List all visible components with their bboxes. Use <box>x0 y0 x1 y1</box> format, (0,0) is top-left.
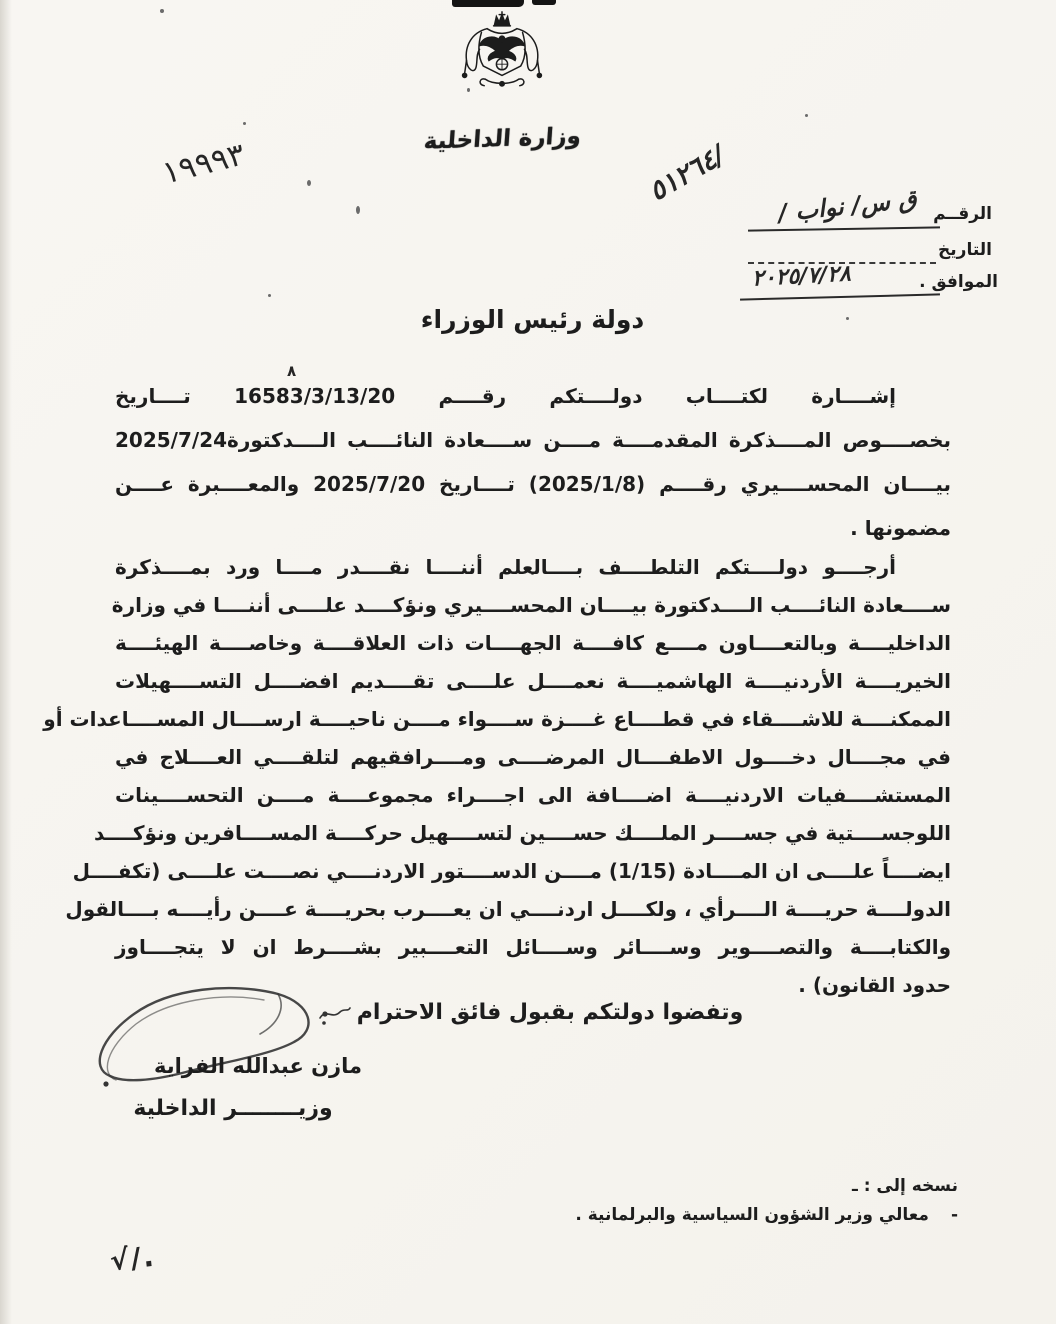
copy-to-item <box>575 1205 958 1225</box>
handwritten-eight-mark: ٨ <box>287 362 297 380</box>
body-line: أرجــــو دولــــتكم التلطــــف بــــالعلم أننــــا نقــــدر مــــا ورد بمــــذكرة <box>115 555 896 579</box>
copy-to-item-text: معالي وزير الشؤون السياسية والبرلمانية . <box>575 1205 929 1225</box>
body-line-text: بخصــــوص المــــذكرة المقدمــــة مــــن ســــعادة النائــــب الــــدكتورة <box>227 428 951 452</box>
ministry-of-interior-calligraphy: وزارة الداخلية <box>423 123 582 155</box>
scan-speck <box>307 180 311 186</box>
body-line: المستشــــفيات الاردنيــــة اضــــافة الى اجــــراء مجموعــــة مــــن التحســــينات <box>115 783 951 807</box>
cut-off-top-fragment <box>452 0 524 7</box>
dash-bullet: - <box>950 1205 958 1225</box>
body-line: اللوجســــتية في جســــر الملــــك حســــين لتســــهيل حركــــة المســــافرين ونؤكــــد <box>94 821 951 845</box>
ref-number-label: الرقــم <box>933 204 992 224</box>
body-line: ســــعادة النائــــب الــــدكتورة بيــــان المحســــيري ونؤكــــد علــــى أننــــا في وزارة <box>111 593 951 617</box>
body-line: ايضــــاً علــــى ان المــــادة (1/15) مــــن الدســــتور الاردنــــي نصــــت علــــى (تكفــــل <box>72 859 951 883</box>
scan-speck <box>356 206 360 214</box>
copy-to-block <box>575 1176 958 1225</box>
body-line: الخيريــــة الأردنيــــة الهاشميــــة نعمــــل علــــى تقــــديم افضــــل التســــهيلات <box>115 669 951 693</box>
body-line: الدولــــة حريــــة الــــرأي ، ولكــــل اردنــــي ان يعــــرب بحريــــة عــــن رأيــــه بــــالقول <box>65 897 951 921</box>
ref-number-underline <box>748 226 940 231</box>
body-line: بيــــان المحســــيري رقــــم (2025/1/8) تــــاريخ 2025/7/20 والمعــــبرة عــــن <box>115 472 952 496</box>
scan-speck <box>805 114 808 117</box>
body-line: والكتابــــة والتصــــوير وســــائر وســــائل التعــــبير بشــــرط ان لا يتجــــاوز <box>115 935 951 959</box>
ref-number-handwritten-value: ق س/ نواب / <box>776 184 918 228</box>
signatory-name: مازن عبدالله الفراية <box>153 1054 363 1078</box>
closing-salutation: وتفضوا دولتكم بقبول فائق الاحترام <box>356 1000 744 1025</box>
scan-speck <box>160 9 164 13</box>
wrapped-date: 2025/7/24 <box>115 428 228 452</box>
body-line: الداخليــــة وبالتعــــاون مــــع كافــــة الجهــــات ذات العلاقــــة وخاصــــة الهيئــــة <box>115 631 951 655</box>
body-line <box>115 418 951 462</box>
signatory-title: وزيــــــــر الداخلية <box>133 1096 333 1121</box>
body-line: الممكنــــة للاشــــقاء في قطــــاع غــــزة ســــواء مــــن ناحيــــة ارســــال المســــاعدات أو <box>43 707 951 731</box>
ref-corresponding-handwritten-date: ٢٠٢٥/٧/٢٨ <box>751 261 852 292</box>
paragraph-main <box>43 548 951 1004</box>
handwritten-index-number: ١٩٩٩٣ <box>158 136 249 192</box>
ref-corresponding-underline <box>740 293 940 300</box>
scan-edge-shadow <box>0 0 12 1324</box>
body-line: مضمونها . <box>850 516 951 540</box>
handwritten-check-mark: √/. <box>108 1239 158 1278</box>
paragraph-reference <box>115 374 951 550</box>
ref-corresponding-label: الموافق . <box>919 272 998 292</box>
cut-off-top-fragment <box>532 0 556 5</box>
hashemite-coat-of-arms-icon <box>450 10 554 128</box>
copy-to-label: نسخه إلى : ـ <box>851 1176 958 1196</box>
scan-speck <box>243 122 246 125</box>
body-line: في مجــــال دخــــول الاطفــــال المرضــــى ومــــرافقيهم لتلقــــي العــــلاج في <box>115 745 951 769</box>
recipient-title: دولة رئيس الوزراء <box>420 305 645 334</box>
body-line: حدود القانون) . <box>798 973 951 997</box>
ref-date-label: التاريخ <box>938 240 992 260</box>
body-line: إشــــارة لكتــــاب دولــــتكم رقــــم 16583/3/13/20 تــــاريخ <box>115 384 897 408</box>
scan-speck <box>268 294 271 297</box>
ref-number-diagonal-handwritten: ٥١٢٦٤/ <box>643 139 731 208</box>
